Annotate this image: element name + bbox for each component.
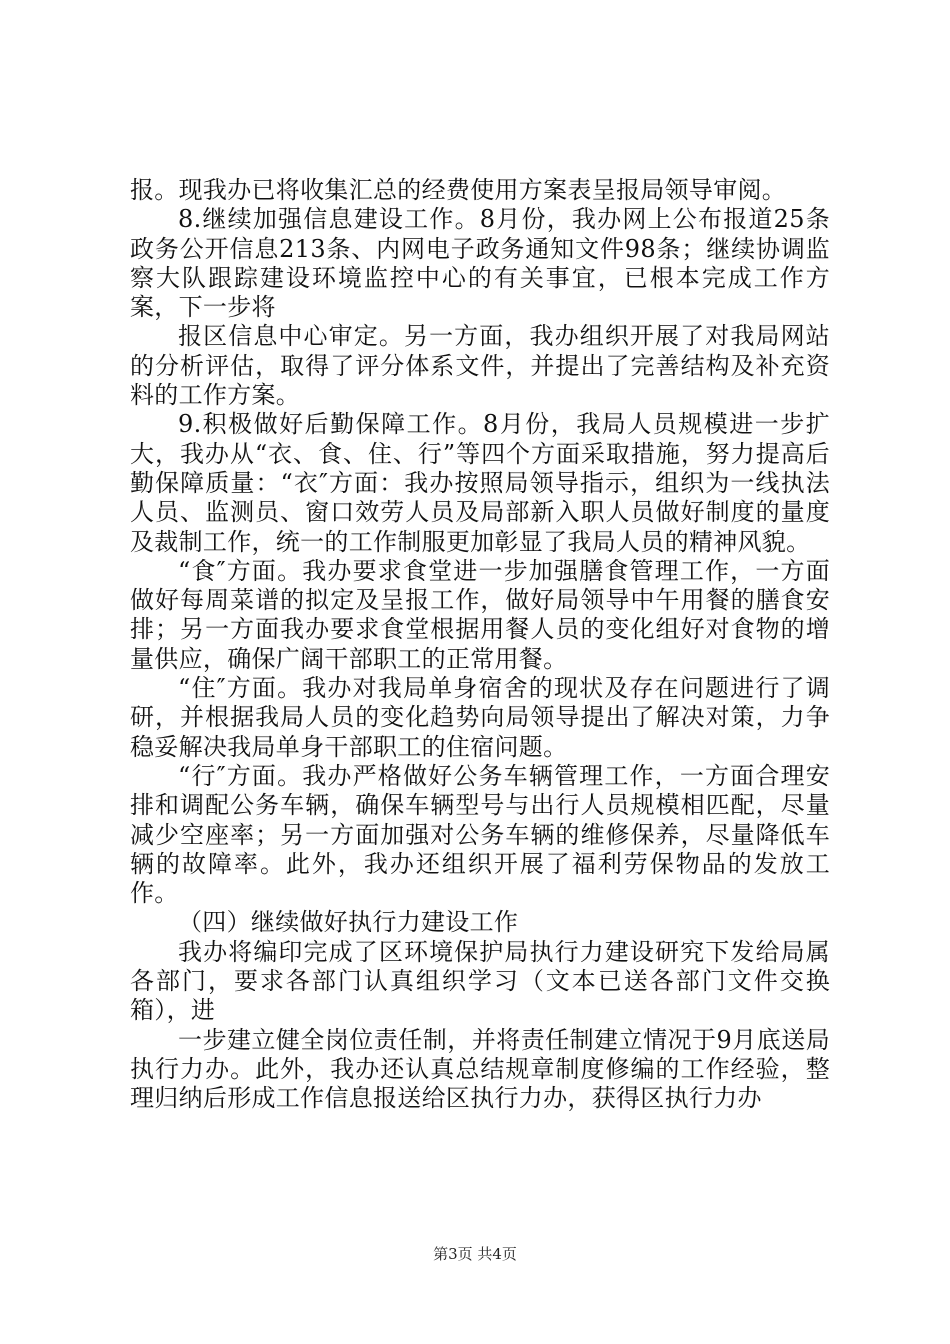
page-number-footer: 第3页 共4页 [433, 1245, 517, 1263]
paragraph: 8.继续加强信息建设工作。8月份，我办网上公布报道25条政务公开信息213条、内网电子政务通知文件98条；继续协调监察大队跟踪建设环境监控中心的有关事宜，已根本完成工作方案，下一步将 [130, 205, 830, 322]
paragraph: 9.积极做好后勤保障工作。8月份，我局人员规模进一步扩大，我办从“衣、食、住、行”等四个方面采取措施，努力提高后勤保障质量：“衣″方面：我办按照局领导指示，组织为一线执法人员、监测员、窗口效劳人员及局部新入职人员做好制度的量度及裁制工作，统一的工作制服更加彰显了我局人员的精神风貌。 [130, 410, 830, 556]
paragraph: “食″方面。我办要求食堂进一步加强膳食管理工作，一方面做好每周菜谱的拟定及呈报工作，做好局领导中午用餐的膳食安排；另一方面我办要求食堂根据用餐人员的变化组好对食物的增量供应，确保广阔干部职工的正常用餐。 [130, 556, 830, 673]
paragraph: “行″方面。我办严格做好公务车辆管理工作，一方面合理安排和调配公务车辆，确保车辆型号与出行人员规模相匹配，尽量减少空座率；另一方面加强对公务车辆的维修保养，尽量降低车辆的故障率。此外，我办还组织开展了福利劳保物品的发放工作。 [130, 761, 830, 908]
section-heading: （四）继续做好执行力建设工作 [178, 908, 519, 937]
paragraph: 报。现我办已将收集汇总的经费使用方案表呈报局领导审阅。 [130, 176, 787, 204]
paragraph: 我办将编印完成了区环境保护局执行力建设研究下发给局属各部门，要求各部门认真组织学习（文本已送各部门文件交换箱），进 [130, 937, 830, 1025]
document-body [130, 176, 830, 1114]
paragraph: 一步建立健全岗位责任制，并将责任制建立情况于9月底送局执行力办。此外，我办还认真总结规章制度修编的工作经验，整理归纳后形成工作信息报送给区执行力办，获得区执行力办 [130, 1025, 830, 1113]
paragraph: 报区信息中心审定。另一方面，我办组织开展了对我局网站的分析评估，取得了评分体系文件，并提出了完善结构及补充资料的工作方案。 [130, 322, 830, 410]
paragraph: “住″方面。我办对我局单身宿舍的现状及存在问题进行了调研，并根据我局人员的变化趋势向局领导提出了解决对策，力争稳妥解决我局单身干部职工的住宿问题。 [130, 674, 830, 761]
